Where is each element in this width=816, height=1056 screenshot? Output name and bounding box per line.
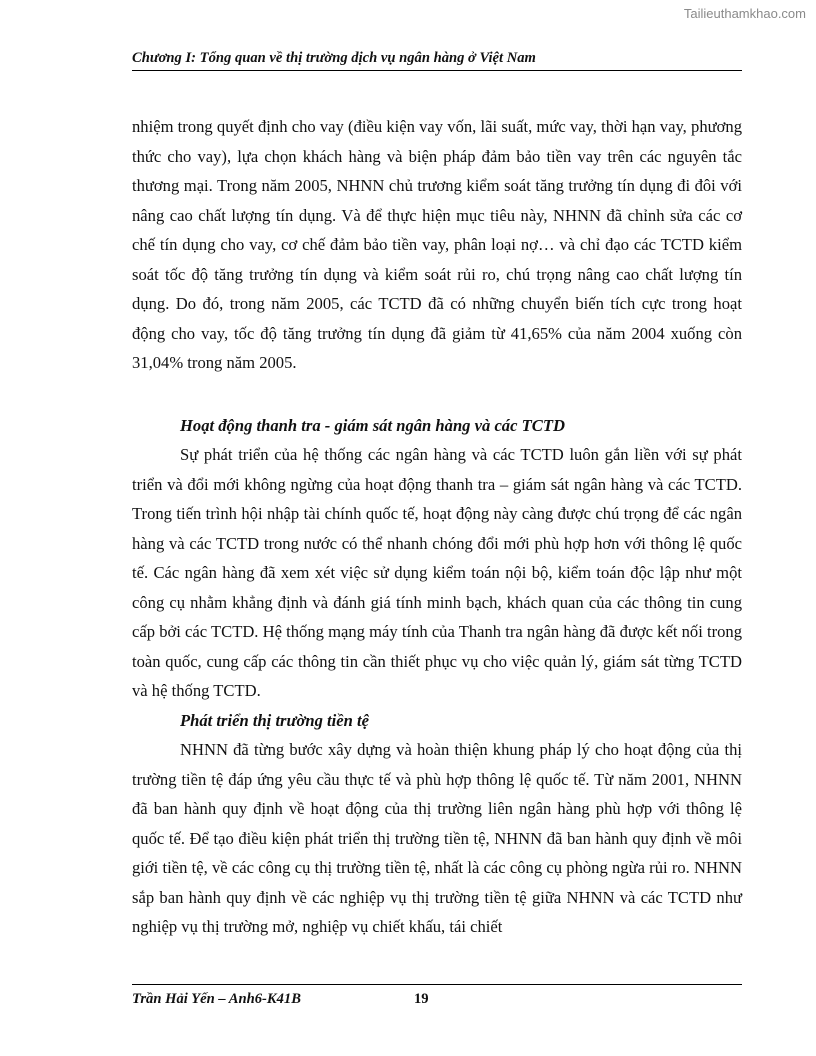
page-footer — [132, 984, 742, 1007]
paragraph: nhiệm trong quyết định cho vay (điều kiện vay vốn, lãi suất, mức vay, thời hạn vay, phương thức cho vay), lựa chọn khách hàng và biện pháp đảm bảo tiền vay trên các nguyên tắc thương mại. Trong năm 2005, NHNN chủ trương kiểm soát tăng trưởng tín dụng đi đôi với nâng cao chất lượng tín dụng. Và để thực hiện mục tiêu này, NHNN đã chỉnh sửa các cơ chế tín dụng cho vay, cơ chế đảm bảo tiền vay, phân loại nợ… và chỉ đạo các TCTD kiểm soát tốc độ tăng trưởng tín dụng và kiểm soát rủi ro, chú trọng nâng cao chất lượng tín dụng. Do đó, trong năm 2005, các TCTD đã có những chuyển biến tích cực trong hoạt động cho vay, tốc độ tăng trưởng tín dụng đã giảm từ 41,65% của năm 2004 xuống còn 31,04% trong năm 2005. — [132, 117, 742, 372]
chapter-title: Chương I: Tổng quan về thị trường dịch vụ ngân hàng ở Việt Nam — [132, 50, 536, 66]
section-heading: Hoạt động thanh tra - giám sát ngân hàng và các TCTD — [180, 415, 565, 435]
document-body — [132, 112, 742, 942]
section-heading: Phát triển thị trường tiền tệ — [180, 710, 369, 730]
page-header — [132, 48, 742, 71]
paragraph: NHNN đã từng bước xây dựng và hoàn thiện khung pháp lý cho hoạt động của thị trường tiền tệ đáp ứng yêu cầu thực tế và phù hợp thông lệ quốc tế. Từ năm 2001, NHNN đã ban hành quy định về hoạt động của thị trường liên ngân hàng phù hợp với thông lệ quốc tế. Để tạo điều kiện phát triển thị trường tiền tệ, NHNN đã ban hành quy định về môi giới tiền tệ, về các công cụ thị trường tiền tệ, nhất là các công cụ phòng ngừa rủi ro. NHNN sắp ban hành quy định về các nghiệp vụ thị trường tiền tệ giữa NHNN và các TCTD như nghiệp vụ thị trường mở, nghiệp vụ chiết khấu, tái chiết — [132, 740, 742, 936]
watermark: Tailieuthamkhao.com — [683, 6, 806, 21]
paragraph: Sự phát triển của hệ thống các ngân hàng và các TCTD luôn gắn liền với sự phát triển và đổi mới không ngừng của hoạt động thanh tra – giám sát ngân hàng và các TCTD. Trong tiến trình hội nhập tài chính quốc tế, hoạt động này càng được chú trọng để các ngân hàng và các TCTD trong nước có thể nhanh chóng đổi mới phù hợp hơn với thông lệ quốc tế. Các ngân hàng đã xem xét việc sử dụng kiểm toán nội bộ, kiểm toán độc lập như một công cụ nhằm khẳng định và đánh giá tính minh bạch, khách quan của các thông tin cung cấp bởi các TCTD. Hệ thống mạng máy tính của Thanh tra ngân hàng đã được kết nối trong toàn quốc, cung cấp các thông tin cần thiết phục vụ cho việc quản lý, giám sát từng TCTD và hệ thống TCTD. — [132, 445, 742, 700]
author-line: Trần Hải Yến – Anh6-K41B — [132, 991, 301, 1007]
page-number: 19 — [414, 991, 429, 1007]
